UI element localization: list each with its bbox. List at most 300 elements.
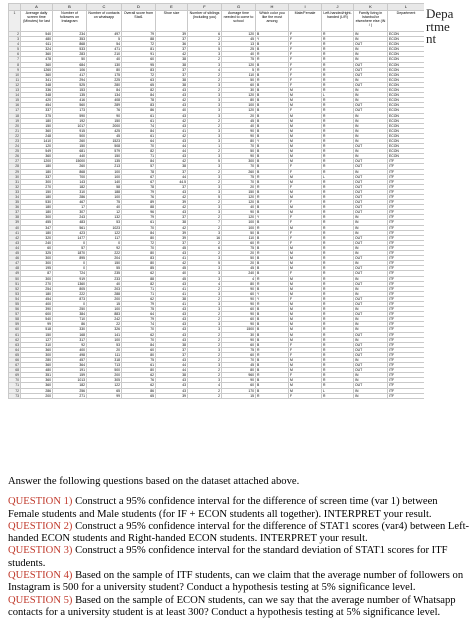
table-cell: 43 (156, 332, 188, 337)
table-cell: R (322, 245, 354, 250)
table-cell: 611 (21, 42, 53, 47)
table-cell: 80 (222, 98, 256, 103)
table-cell: 454 (21, 296, 53, 301)
table-cell: 60 (21, 245, 53, 250)
row-number: 17 (9, 108, 21, 113)
table-cell: 100 (222, 103, 256, 108)
row-number: 27 (9, 159, 21, 164)
row-number: 28 (9, 164, 21, 169)
table-cell: 37 (156, 215, 188, 220)
table-cell: 498 (53, 352, 87, 357)
table-cell: R (322, 195, 354, 200)
table-cell: 39 (156, 393, 188, 398)
table-cell: 120 (222, 62, 256, 67)
table-cell: R (256, 281, 289, 286)
table-cell: Y (256, 37, 289, 42)
row-number: 68 (9, 368, 21, 373)
table-cell: 70 (222, 144, 256, 149)
row-number: 13 (9, 88, 21, 93)
table-cell: OUT (354, 72, 388, 77)
table-cell: R (322, 37, 354, 42)
table-cell: 43 (156, 337, 188, 342)
table-cell: 83 (122, 67, 156, 72)
table-cell: 88 (122, 37, 156, 42)
table-cell: IN (354, 215, 388, 220)
table-cell: 5 (188, 47, 222, 52)
table-cell: 43 (156, 123, 188, 128)
row-number: 67 (9, 363, 21, 368)
column-letter: D (122, 4, 156, 11)
table-cell: 84 (87, 88, 122, 93)
table-cell: ITF (388, 169, 425, 174)
table-cell: F (289, 42, 322, 47)
table-cell: 43 (156, 312, 188, 317)
table-cell: 45 (156, 276, 188, 281)
table-cell: B (256, 123, 289, 128)
row-number: 48 (9, 266, 21, 271)
table-cell: ECON (388, 67, 425, 72)
table-cell: 3 (188, 174, 222, 179)
table-cell: ECON (388, 82, 425, 87)
table-cell: ITF (388, 230, 425, 235)
table-cell: 684 (53, 62, 87, 67)
table-cell: 270 (21, 184, 53, 189)
row-number: 65 (9, 352, 21, 357)
table-cell: M (289, 358, 322, 363)
table-cell: 36 (156, 42, 188, 47)
table-cell: R (322, 286, 354, 291)
table-cell: 20 (87, 347, 122, 352)
table-cell: F (289, 184, 322, 189)
table-cell: 80 (222, 368, 256, 373)
table-cell: 254 (21, 286, 53, 291)
table-cell: 99 (21, 322, 53, 327)
table-cell: 561 (53, 225, 87, 230)
table-cell: 120 (222, 108, 256, 113)
table-cell: R (322, 342, 354, 347)
table-cell: 3 (188, 266, 222, 271)
table-cell: R (256, 174, 289, 179)
table-cell: 42 (156, 195, 188, 200)
table-cell: 2 (188, 77, 222, 82)
table-cell: 590 (53, 113, 87, 118)
table-cell: 2 (188, 200, 222, 205)
table-cell: B (256, 342, 289, 347)
table-cell: 805 (53, 286, 87, 291)
table-cell: F (289, 200, 322, 205)
row-number: 54 (9, 296, 21, 301)
row-number: 41 (9, 230, 21, 235)
table-cell: 6 (188, 245, 222, 250)
table-cell: 60 (122, 347, 156, 352)
table-cell: 1200 (21, 159, 53, 164)
table-cell: 2 (188, 88, 222, 93)
table-cell: F (289, 342, 322, 347)
table-cell: B (256, 98, 289, 103)
table-cell: 384 (53, 312, 87, 317)
row-number: 26 (9, 154, 21, 159)
table-cell: ITF (388, 373, 425, 378)
table-cell: R (322, 67, 354, 72)
table-cell: 79 (122, 32, 156, 37)
table-cell: ECON (388, 103, 425, 108)
table-cell: 106 (53, 67, 87, 72)
table-cell: IN (354, 98, 388, 103)
table-cell: OUT (354, 103, 388, 108)
table-cell: 43 (156, 307, 188, 312)
table-cell: IN (354, 128, 388, 133)
column-letter: I (289, 4, 322, 11)
table-cell: 3 (188, 363, 222, 368)
table-cell: M (289, 266, 322, 271)
table-cell: 2 (188, 312, 222, 317)
column-letter (9, 4, 21, 11)
table-cell: IN (354, 358, 388, 363)
table-cell: 75 (222, 57, 256, 62)
row-number: 55 (9, 301, 21, 306)
row-number: 6 (9, 52, 21, 57)
table-cell: ECON (388, 113, 425, 118)
table-cell: 300 (21, 256, 53, 261)
table-cell: 43 (156, 88, 188, 93)
table-cell: 100 (222, 225, 256, 230)
table-cell: 150 (21, 123, 53, 128)
table-cell: ECON (388, 149, 425, 154)
table-cell: 80 (122, 368, 156, 373)
column-header: Which color you like the most among (256, 11, 289, 32)
table-cell: 2 (188, 179, 222, 184)
table-cell: B (256, 378, 289, 383)
table-cell: IN (354, 47, 388, 52)
table-cell: B (256, 317, 289, 322)
table-cell: R (322, 271, 354, 276)
table-cell: 150 (87, 261, 122, 266)
table-cell: 70 (122, 245, 156, 250)
row-number: 4 (9, 42, 21, 47)
table-cell: 4 (188, 383, 222, 388)
table-cell: 3 (188, 103, 222, 108)
question-5 (8, 595, 470, 619)
table-cell: OUT (354, 383, 388, 388)
table-cell: IN (354, 337, 388, 342)
table-cell: 188 (87, 189, 122, 194)
table-cell: 325 (21, 251, 53, 256)
table-cell: 2 (188, 352, 222, 357)
table-cell: 360 (21, 154, 53, 159)
table-cell: M (289, 98, 322, 103)
table-cell: ITF (388, 363, 425, 368)
table-cell: ECON (388, 154, 425, 159)
table-cell: OUT (354, 179, 388, 184)
table-cell: M (289, 225, 322, 230)
table-cell: 300 (222, 159, 256, 164)
table-cell: 13 (222, 42, 256, 47)
table-cell: B (256, 32, 289, 37)
table-cell: OUT (354, 144, 388, 149)
table-cell: 90 (222, 296, 256, 301)
table-cell: 92 (87, 245, 122, 250)
table-cell: 2 (188, 149, 222, 154)
table-cell: 710 (53, 317, 87, 322)
table-cell: 20 (222, 251, 256, 256)
table-cell: M (289, 383, 322, 388)
table-cell: 55 (87, 266, 122, 271)
instructions-text: Answer the following questions based on the dataset attached above. (8, 476, 300, 487)
table-cell: M (289, 256, 322, 261)
table-cell: 62 (122, 373, 156, 378)
table-cell: 3 (188, 128, 222, 133)
table-cell: 43 (156, 103, 188, 108)
table-cell: 71 (122, 291, 156, 296)
table-cell: B (256, 47, 289, 52)
table-cell: 71 (122, 286, 156, 291)
table-cell: B (256, 149, 289, 154)
table-cell: IN (354, 77, 388, 82)
table-cell: R (322, 296, 354, 301)
row-number: 60 (9, 327, 21, 332)
table-cell: ITF (388, 286, 425, 291)
table-cell: 280 (21, 358, 53, 363)
table-cell: 79 (122, 189, 156, 194)
table-cell: 72 (122, 42, 156, 47)
table-cell: M (289, 251, 322, 256)
table-cell: 360 (21, 347, 53, 352)
table-cell: B (256, 93, 289, 98)
table-cell: M (289, 149, 322, 154)
column-header: Male/Female (289, 11, 322, 32)
table-row (9, 393, 425, 398)
table-cell: 50 (222, 77, 256, 82)
table-cell: 78 (122, 98, 156, 103)
row-number: 40 (9, 225, 21, 230)
table-cell: 100 (87, 169, 122, 174)
table-cell: B (256, 266, 289, 271)
table-cell: 37 (156, 47, 188, 52)
table-cell: L (322, 388, 354, 393)
table-cell: B (256, 154, 289, 159)
table-cell: IN (354, 286, 388, 291)
table-cell: IN (354, 133, 388, 138)
column-header: Left-handed/right-handed (L/R) (322, 11, 354, 32)
table-cell: 915 (53, 128, 87, 133)
column-header: Shoe size (156, 11, 188, 32)
table-cell: 100 (87, 195, 122, 200)
question-text: Construct a 95% confidence interval for the standard deviation of STAT1 scores for ITF students. (8, 545, 448, 569)
table-cell: 140 (87, 179, 122, 184)
table-cell: M (289, 154, 322, 159)
table-cell: 42 (156, 98, 188, 103)
table-cell: 3 (188, 205, 222, 210)
table-cell: 2 (188, 72, 222, 77)
table-cell: 43 (156, 322, 188, 327)
table-cell: 2 (188, 57, 222, 62)
table-cell: OUT (354, 82, 388, 87)
table-cell: 90 (222, 312, 256, 317)
table-cell: 330 (53, 327, 87, 332)
table-cell: B (256, 363, 289, 368)
table-cell: 518 (21, 327, 53, 332)
table-cell: 2 (188, 123, 222, 128)
table-cell: ITF (388, 184, 425, 189)
table-cell: B (256, 261, 289, 266)
column-header: Average time needed to come to school (222, 11, 256, 32)
overflow-line: rtme (426, 18, 450, 34)
table-cell: 40 (222, 52, 256, 57)
table-cell: R (322, 52, 354, 57)
table-cell: L (322, 174, 354, 179)
table-cell: R (322, 261, 354, 266)
column-letter: G (222, 4, 256, 11)
table-cell: M (289, 276, 322, 281)
table-cell: OUT (354, 256, 388, 261)
row-number: 37 (9, 210, 21, 215)
table-cell: 200 (87, 373, 122, 378)
table-cell: R (322, 220, 354, 225)
table-cell: 81 (122, 47, 156, 52)
table-cell: 1013 (53, 378, 87, 383)
table-cell: 1523 (87, 138, 122, 143)
table-cell: IN (354, 388, 388, 393)
row-number: 45 (9, 251, 21, 256)
table-cell: ITF (388, 327, 425, 332)
table-cell: M (289, 378, 322, 383)
table-cell: M (289, 332, 322, 337)
table-cell: 88 (122, 205, 156, 210)
row-number: 57 (9, 312, 21, 317)
table-cell: 471 (87, 47, 122, 52)
table-cell: ITF (388, 337, 425, 342)
table-cell: 67 (122, 174, 156, 179)
table-cell: IN (354, 327, 388, 332)
table-cell: 375 (21, 113, 53, 118)
table-cell: 12 (87, 210, 122, 215)
table-cell: 222 (87, 251, 122, 256)
table-cell: R (256, 225, 289, 230)
table-cell: 62 (122, 332, 156, 337)
row-number: 59 (9, 322, 21, 327)
table-cell: 1017 (53, 123, 87, 128)
table-cell: 70 (122, 225, 156, 230)
table-cell: 150 (21, 332, 53, 337)
table-cell: R (322, 47, 354, 52)
row-number: 62 (9, 337, 21, 342)
table-cell: OUT (354, 205, 388, 210)
question-text: Based on the sample of ITF students, can we claim that the average number of followers on Instagram is 500 for a university student? Conduct a hypothesis testing at 5% significance level. (8, 570, 464, 594)
table-cell: ECON (388, 138, 425, 143)
column-header: Family living in Istanbul/or elsewhere else (IN / ) (354, 11, 388, 32)
table-cell: R (322, 230, 354, 235)
table-cell: OUT (354, 235, 388, 240)
table-cell: R (322, 215, 354, 220)
table-cell: 88 (122, 276, 156, 281)
table-cell: 89 (122, 200, 156, 205)
table-cell: 67 (122, 179, 156, 184)
table-cell: F (289, 67, 322, 72)
table-cell: 62 (122, 383, 156, 388)
column-header: Number of contacts on whatsapp (87, 11, 122, 32)
table-cell: OUT (354, 332, 388, 337)
table-cell: 44 (156, 363, 188, 368)
table-cell: R (322, 123, 354, 128)
table-cell: 61 (122, 133, 156, 138)
row-number: 30 (9, 174, 21, 179)
row-number: 18 (9, 113, 21, 118)
table-cell: 100 (87, 337, 122, 342)
table-cell: 37 (156, 352, 188, 357)
table-cell: 182 (53, 383, 87, 388)
table-cell: ITF (388, 215, 425, 220)
table-cell: 53 (87, 220, 122, 225)
table-cell: 42 (156, 205, 188, 210)
table-cell: R (322, 373, 354, 378)
table-cell: 300 (21, 261, 53, 266)
table-cell: OUT (354, 240, 388, 245)
table-cell: 75 (222, 174, 256, 179)
table-cell: 43 (156, 113, 188, 118)
table-cell: 533 (53, 47, 87, 52)
table-cell: 423 (53, 230, 87, 235)
table-cell: 45 (156, 245, 188, 250)
table-cell: B (256, 82, 289, 87)
table-cell: 42 (156, 225, 188, 230)
table-cell: 90 (222, 301, 256, 306)
table-cell: 82 (122, 281, 156, 286)
table-cell: 16 (188, 235, 222, 240)
table-cell: R (322, 210, 354, 215)
table-cell: B (256, 72, 289, 77)
table-cell: 1260 (21, 67, 53, 72)
table-cell: 37 (156, 240, 188, 245)
table-cell: OUT (354, 189, 388, 194)
row-number: 1 (9, 11, 21, 32)
table-cell: R (322, 169, 354, 174)
table-cell: 75 (222, 347, 256, 352)
table-cell: R (322, 57, 354, 62)
table-cell: M (289, 286, 322, 291)
table-cell: 300 (21, 179, 53, 184)
table-cell: 868 (53, 42, 87, 47)
table-cell: IN (354, 276, 388, 281)
table-cell: 20 (222, 261, 256, 266)
overflow-line: Depa (426, 6, 454, 21)
table-cell: 62 (122, 271, 156, 276)
table-cell: 90 (222, 154, 256, 159)
table-cell: R (322, 240, 354, 245)
table-cell: ITF (388, 291, 425, 296)
table-cell: 2 (188, 393, 222, 398)
row-number: 3 (9, 37, 21, 42)
question-label: QUESTION 5) (8, 594, 73, 606)
table-cell: 43 (156, 358, 188, 363)
table-cell: 3 (188, 154, 222, 159)
table-cell: 1023 (87, 225, 122, 230)
table-cell: 3 (188, 291, 222, 296)
table-cell: ECON (388, 52, 425, 57)
row-number: 34 (9, 195, 21, 200)
table-cell: 120 (222, 93, 256, 98)
table-cell: R (322, 72, 354, 77)
table-cell: ITF (388, 195, 425, 200)
table-cell: 260 (53, 138, 87, 143)
table-cell: 153 (53, 88, 87, 93)
table-cell: 78 (122, 169, 156, 174)
table-cell: 416 (53, 98, 87, 103)
row-number: 35 (9, 200, 21, 205)
table-cell: R (256, 57, 289, 62)
table-cell: 425 (87, 128, 122, 133)
table-cell: B (256, 322, 289, 327)
table-cell: B (256, 235, 289, 240)
